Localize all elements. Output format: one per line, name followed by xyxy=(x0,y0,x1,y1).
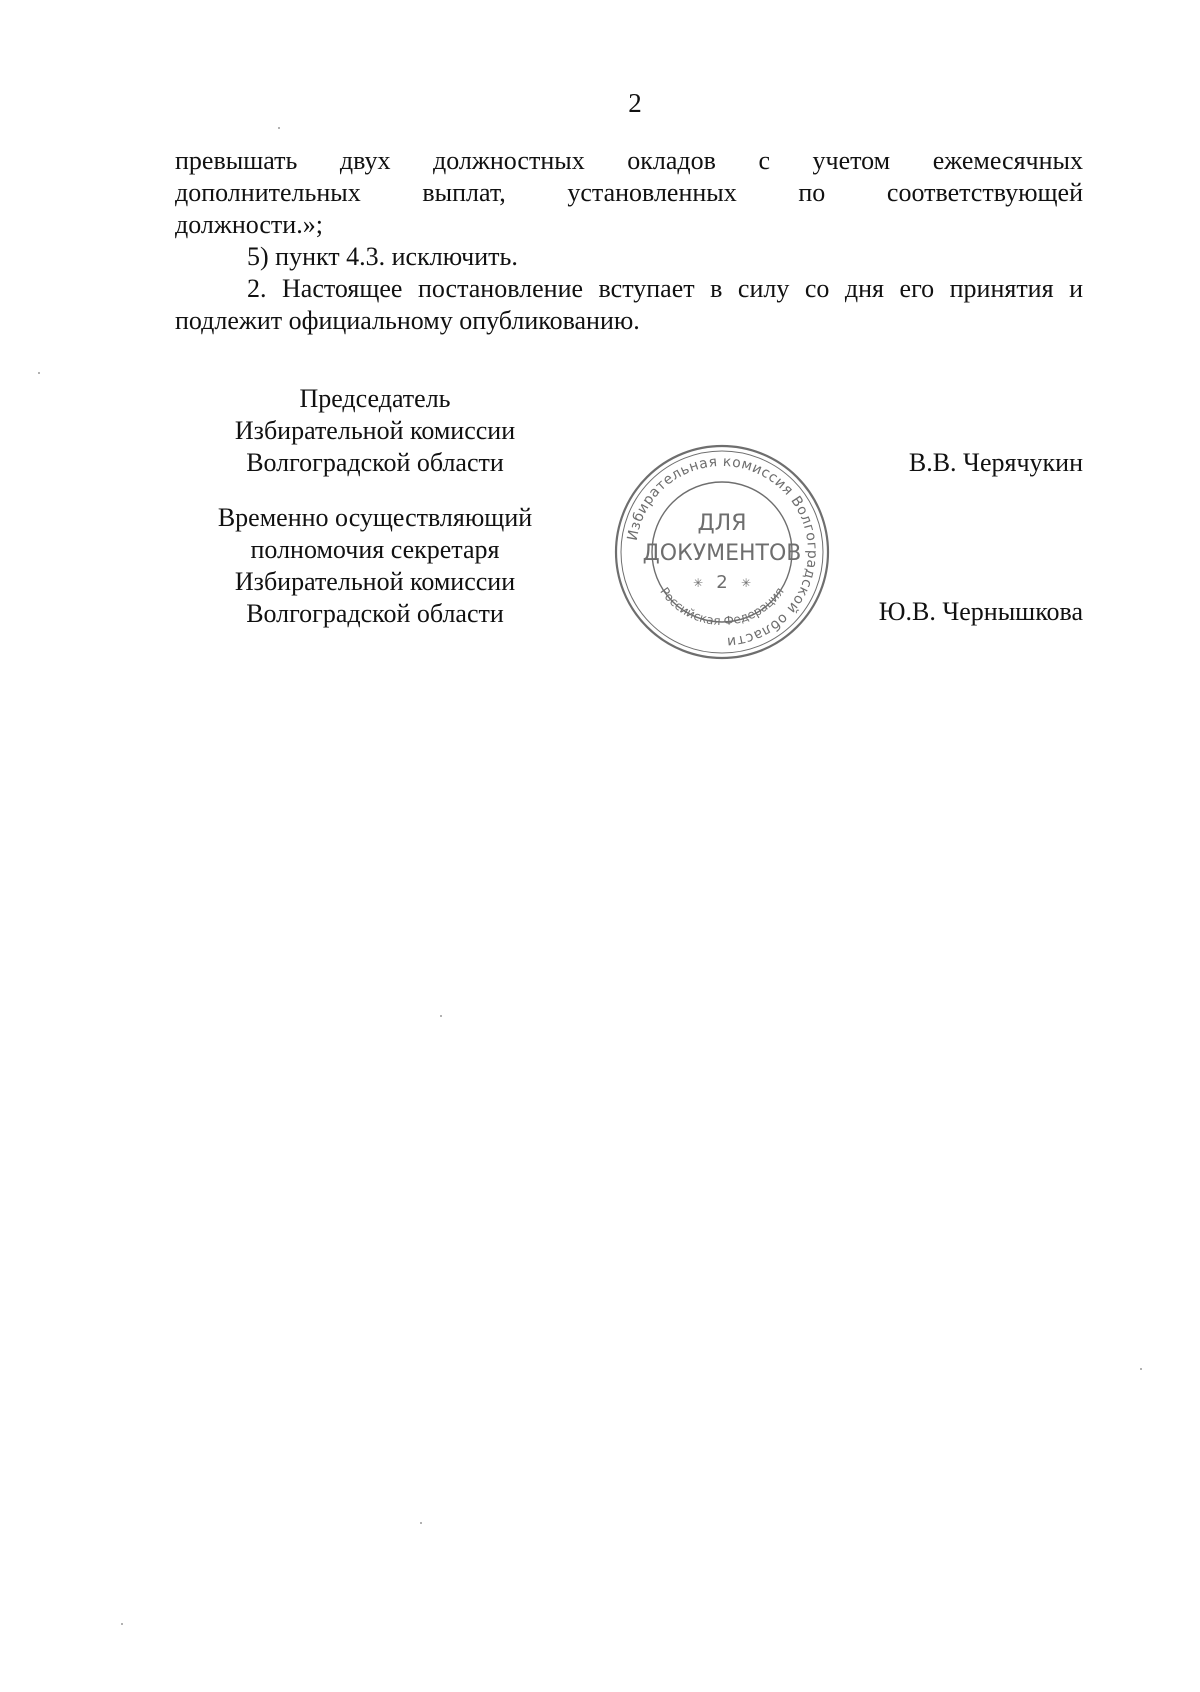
scan-speck xyxy=(278,127,280,129)
stamp-center-number: 2 xyxy=(716,572,728,593)
stamp-star-icon: ✳ xyxy=(692,576,704,590)
chairman-title-line: Избирательной комиссии xyxy=(234,416,516,445)
secretary-name: Ю.В. Чернышкова xyxy=(878,597,1083,626)
stamp-ink xyxy=(616,446,828,658)
stamp-star-icon: ✳ xyxy=(740,576,752,590)
chairman-title xyxy=(175,383,575,479)
document-body xyxy=(175,145,1083,337)
item-5-paragraph: 5) пункт 4.3. исключить. xyxy=(247,242,518,271)
chairman-title-line: Председатель xyxy=(299,384,451,413)
secretary-title-line: Избирательной комиссии xyxy=(234,567,516,596)
scan-speck xyxy=(121,1623,123,1625)
stamp-center-line-2: ДОКУМЕНТОВ xyxy=(642,541,802,566)
item-2-paragraph: 2. Настоящее постановление вступает в силу со дня его принятия и подлежит официальному опубликованию. xyxy=(175,274,1083,335)
scan-speck xyxy=(38,372,40,374)
stamp-center-line-1: ДЛЯ xyxy=(697,511,747,536)
scan-speck xyxy=(440,1015,442,1017)
continuation-line-2: дополнительных выплат, установленных по соответствующей xyxy=(175,178,1083,207)
chairman-title-line: Волгоградской области xyxy=(246,448,504,477)
stamp-graphic xyxy=(608,438,836,666)
official-stamp xyxy=(608,438,836,666)
continuation-line-1: превышать двух должностных окладов с учетом ежемесячных xyxy=(175,146,1083,175)
stamp-ring-text: Избирательная комиссия Волгоградской области xyxy=(624,453,821,650)
stamp-bottom-text: Российская Федерация xyxy=(657,584,787,629)
chairman-name: В.В. Черячукин xyxy=(908,448,1083,477)
scan-speck xyxy=(420,1522,422,1524)
secretary-title xyxy=(175,502,575,630)
scan-speck xyxy=(1140,1368,1142,1370)
secretary-title-line: полномочия секретаря xyxy=(250,535,500,564)
page-number: 2 xyxy=(628,88,642,118)
continuation-end: должности.»; xyxy=(175,210,323,239)
secretary-title-line: Временно осуществляющий xyxy=(217,503,533,532)
secretary-title-line: Волгоградской области xyxy=(246,599,504,628)
